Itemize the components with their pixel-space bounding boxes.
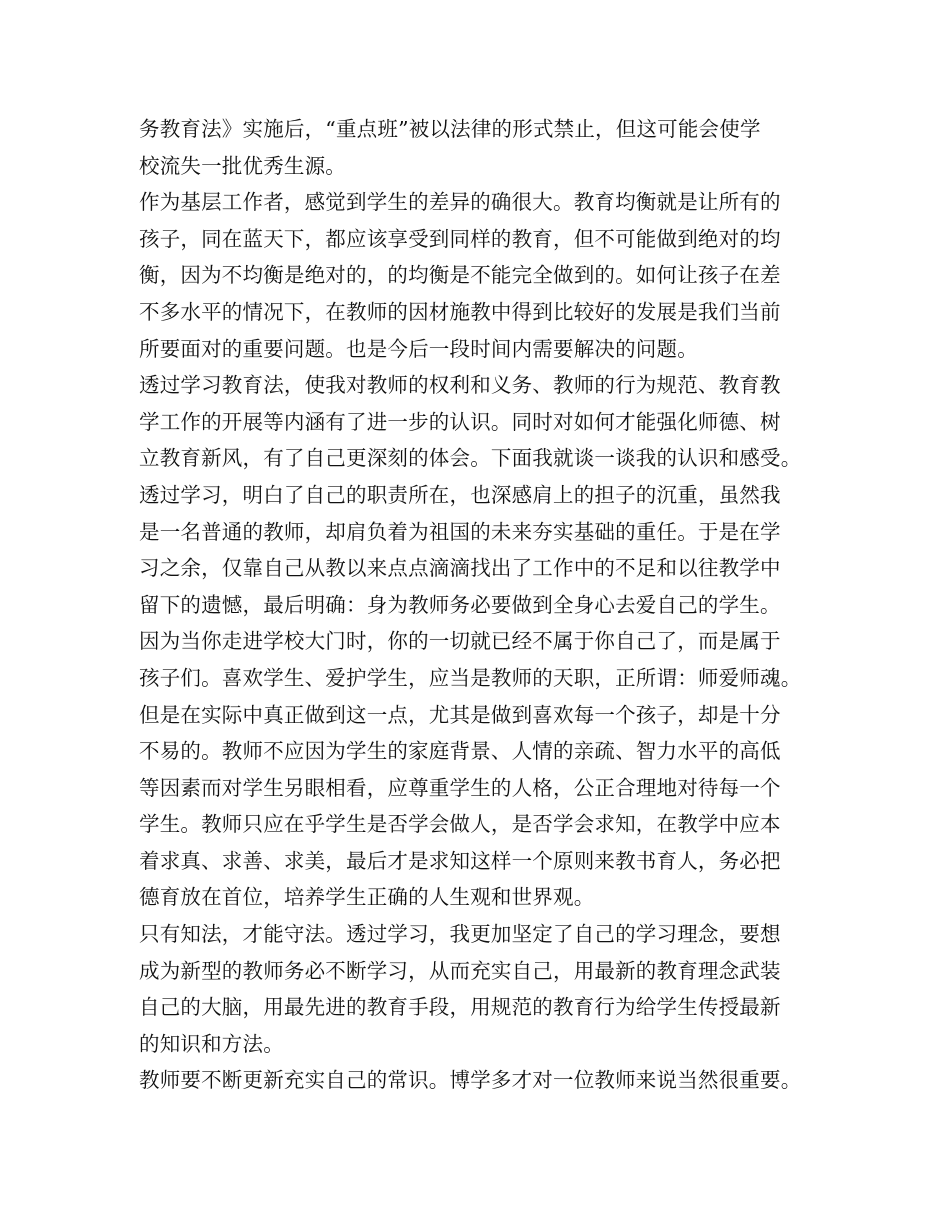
text-line: 孩子，同在蓝天下，都应该享受到同样的教育，但不可能做到绝对的均 bbox=[139, 226, 781, 251]
text-line: 因为当你走进学校大门时，你的一切就已经不属于你自己了，而是属于 bbox=[139, 629, 781, 654]
text-line: 学生。教师只应在乎学生是否学会做人，是否学会求知，在教学中应本 bbox=[139, 812, 781, 837]
text-line: 不易的。教师不应因为学生的家庭背景、人情的亲疏、智力水平的高低 bbox=[139, 739, 781, 764]
text-line: 成为新型的教师务必不断学习，从而充实自己，用最新的教育理念武装 bbox=[139, 958, 781, 983]
body-text bbox=[139, 111, 839, 1099]
text-line: 自己的大脑，用最先进的教育手段，用规范的教育行为给学生传授最新 bbox=[139, 995, 781, 1020]
text-line: 着求真、求善、求美，最后才是求知这样一个原则来教书育人，务必把 bbox=[139, 848, 781, 873]
text-line: 立教育新风，有了自己更深刻的体会。下面我就谈一谈我的认识和感受。 bbox=[139, 446, 802, 471]
text-line: 但是在实际中真正做到这一点，尤其是做到喜欢每一个孩子，却是十分 bbox=[139, 702, 781, 727]
text-line: 务教育法》实施后，“重点班”被以法律的形式禁止，但这可能会使学 bbox=[139, 117, 761, 141]
text-line: 是一名普通的教师，却肩负着为祖国的未来夯实基础的重任。于是在学 bbox=[139, 519, 781, 544]
text-line: 不多水平的情况下，在教师的因材施教中得到比较好的发展是我们当前 bbox=[139, 299, 781, 324]
text-line: 透过学习教育法，使我对教师的权利和义务、教师的行为规范、教育教 bbox=[139, 373, 781, 398]
text-line: 校流失一批优秀生源。 bbox=[139, 153, 346, 178]
text-line: 作为基层工作者，感觉到学生的差异的确很大。教育均衡就是让所有的 bbox=[139, 190, 781, 215]
text-line: 衡，因为不均衡是绝对的，的均衡是不能完全做到的。如何让孩子在差 bbox=[139, 263, 781, 288]
text-line: 只有知法，才能守法。透过学习，我更加坚定了自己的学习理念，要想 bbox=[139, 922, 781, 947]
text-line: 教师要不断更新充实自己的常识。博学多才对一位教师来说当然很重要。 bbox=[139, 1068, 802, 1093]
text-line: 学工作的开展等内涵有了进一步的认识。同时对如何才能强化师德、树 bbox=[139, 409, 781, 434]
text-line: 习之余，仅靠自己从教以来点点滴滴找出了工作中的不足和以往教学中 bbox=[139, 556, 781, 581]
text-line: 透过学习，明白了自己的职责所在，也深感肩上的担子的沉重，虽然我 bbox=[139, 482, 781, 507]
text-line: 的知识和方法。 bbox=[139, 1031, 284, 1056]
text-line: 等因素而对学生另眼相看，应尊重学生的人格，公正合理地对待每一个 bbox=[139, 775, 781, 800]
text-line: 德育放在首位，培养学生正确的人生观和世界观。 bbox=[139, 885, 595, 910]
text-line: 所要面对的重要问题。也是今后一段时间内需要解决的问题。 bbox=[139, 336, 698, 361]
text-line: 留下的遗憾，最后明确：身为教师务必要做到全身心去爱自己的学生。 bbox=[139, 592, 781, 617]
text-line: 孩子们。喜欢学生、爱护学生，应当是教师的天职，正所谓：师爱师魂。 bbox=[139, 665, 802, 690]
